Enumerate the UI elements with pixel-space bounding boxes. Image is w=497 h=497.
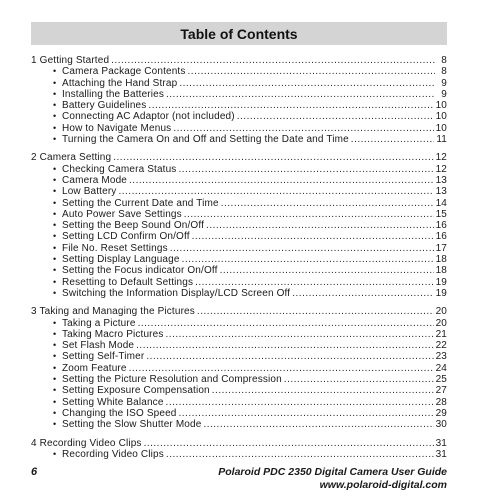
toc-entry-label: Setting Exposure Compensation xyxy=(62,385,210,397)
dot-leader xyxy=(237,111,434,122)
website-link[interactable]: www.polaroid-digital.com xyxy=(319,479,447,491)
toc-entry[interactable] xyxy=(31,198,447,209)
toc-title: Table of Contents xyxy=(180,25,298,42)
toc-entry-label: Setting the Beep Sound On/Off xyxy=(62,220,205,232)
toc-entry-label: Setting the Focus indicator On/Off xyxy=(62,265,218,277)
toc-entry-label: Resetting to Default Settings xyxy=(62,276,194,288)
toc-entry[interactable] xyxy=(31,408,447,419)
toc-entry-label: 3 Taking and Managing the Pictures xyxy=(31,306,195,318)
toc-entry[interactable] xyxy=(31,351,447,362)
dot-leader xyxy=(284,374,434,385)
toc-page-number: 27 xyxy=(435,385,447,397)
dot-leader xyxy=(166,449,434,460)
toc-page-number: 28 xyxy=(435,396,447,408)
dot-leader xyxy=(184,209,434,220)
dot-leader xyxy=(192,231,434,242)
toc-entry[interactable] xyxy=(31,175,447,186)
toc-page-number: 20 xyxy=(435,306,447,318)
toc-page-number: 24 xyxy=(435,362,447,374)
toc-page-number: 20 xyxy=(435,317,447,329)
toc-section-heading[interactable] xyxy=(31,55,447,66)
dot-leader xyxy=(148,100,433,111)
bullet-icon: • xyxy=(53,88,57,99)
toc-entry-label: Setting the Current Date and Time xyxy=(62,197,219,209)
toc-section xyxy=(31,152,447,299)
toc-page-number: 18 xyxy=(435,265,447,277)
dot-leader xyxy=(206,220,434,231)
bullet-icon: • xyxy=(53,122,57,133)
dot-leader xyxy=(144,438,434,449)
guide-title: Polaroid PDC 2350 Digital Camera User Guide xyxy=(218,466,447,478)
toc-section-heading[interactable] xyxy=(31,438,447,449)
footer-info xyxy=(218,466,447,492)
page-number: 6 xyxy=(31,466,38,478)
dot-leader xyxy=(351,134,435,145)
toc-entry[interactable] xyxy=(31,231,447,242)
dot-leader xyxy=(166,89,435,100)
toc-entry-label: File No. Reset Settings xyxy=(62,242,168,254)
toc-entry-label: Changing the ISO Speed xyxy=(62,407,177,419)
toc-entry-label: Battery Guidelines xyxy=(62,100,147,112)
toc-page-number: 19 xyxy=(435,287,447,299)
toc-page-number: 18 xyxy=(435,254,447,266)
toc-entry-label: Taking Macro Pictures xyxy=(62,328,164,340)
toc-page-number: 16 xyxy=(435,231,447,243)
dot-leader xyxy=(188,66,435,77)
toc-entry-label: Setting Display Language xyxy=(62,254,180,266)
bullet-icon: • xyxy=(53,174,57,185)
toc-entry-label: Set Flash Mode xyxy=(62,340,135,352)
toc-entry[interactable] xyxy=(31,419,447,430)
toc-page-number: 11 xyxy=(436,134,447,146)
dot-leader xyxy=(182,254,434,265)
toc-page-number: 9 xyxy=(441,88,447,100)
toc-entry-label: Installing the Batteries xyxy=(62,88,164,100)
bullet-icon: • xyxy=(53,242,57,253)
toc-entry-label: How to Navigate Menus xyxy=(62,122,172,134)
bullet-icon: • xyxy=(53,287,57,298)
toc-page-number: 13 xyxy=(435,186,447,198)
toc-entry-label: 4 Recording Video Clips xyxy=(31,437,142,449)
toc-entry-label: 2 Camera Setting xyxy=(31,152,112,164)
bullet-icon: • xyxy=(53,134,57,145)
dot-leader xyxy=(166,397,434,408)
toc-page-number: 14 xyxy=(435,197,447,209)
toc-entry[interactable] xyxy=(31,123,447,134)
bullet-icon: • xyxy=(53,340,57,351)
dot-leader xyxy=(138,318,434,329)
dot-leader xyxy=(179,78,435,89)
toc-entry[interactable] xyxy=(31,186,447,197)
bullet-icon: • xyxy=(53,208,57,219)
toc-entry[interactable] xyxy=(31,288,447,299)
toc-entry[interactable] xyxy=(31,78,447,89)
toc-entry[interactable] xyxy=(31,318,447,329)
toc-page-number: 13 xyxy=(435,174,447,186)
dot-leader xyxy=(129,175,434,186)
toc-page-number: 23 xyxy=(435,351,447,363)
toc-page-number: 31 xyxy=(435,437,447,449)
toc-entry[interactable] xyxy=(31,100,447,111)
toc-entry-label: Recording Video Clips xyxy=(62,448,164,460)
bullet-icon: • xyxy=(53,220,57,231)
toc-entry-label: Turning the Camera On and Off and Setting the Date and Time xyxy=(62,134,349,146)
toc-entry[interactable] xyxy=(31,66,447,77)
toc-page-number: 8 xyxy=(441,66,447,78)
toc-entry[interactable] xyxy=(31,329,447,340)
toc-entry-label: Setting LCD Confirm On/Off xyxy=(62,231,190,243)
dot-leader xyxy=(212,385,434,396)
dot-leader xyxy=(173,123,433,134)
toc-entry-label: Taking a Picture xyxy=(62,317,136,329)
bullet-icon: • xyxy=(53,111,57,122)
bullet-icon: • xyxy=(53,77,57,88)
toc-entry-label: Setting Self-Timer xyxy=(62,351,145,363)
toc-page-number: 8 xyxy=(441,55,447,66)
toc-entry[interactable] xyxy=(31,363,447,374)
toc-entry[interactable] xyxy=(31,265,447,276)
dot-leader xyxy=(136,340,433,351)
toc-entry-label: Zoom Feature xyxy=(62,362,127,374)
bullet-icon: • xyxy=(53,448,57,459)
toc-page-number: 9 xyxy=(441,77,447,89)
bullet-icon: • xyxy=(53,328,57,339)
bullet-icon: • xyxy=(53,374,57,385)
dot-leader xyxy=(195,277,433,288)
bullet-icon: • xyxy=(53,317,57,328)
dot-leader xyxy=(220,265,434,276)
toc-entry-label: Setting the Picture Resolution and Compression xyxy=(62,374,282,386)
bullet-icon: • xyxy=(53,265,57,276)
toc-entry-label: Attaching the Hand Strap xyxy=(62,77,178,89)
toc-entry[interactable] xyxy=(31,220,447,231)
dot-leader xyxy=(292,288,433,299)
toc-entry[interactable] xyxy=(31,254,447,265)
dot-leader xyxy=(111,55,435,66)
toc-entry-label: Low Battery xyxy=(62,186,117,198)
toc-page-number: 25 xyxy=(435,374,447,386)
toc-page-number: 12 xyxy=(435,163,447,175)
toc-page-number: 16 xyxy=(435,220,447,232)
toc-entry[interactable] xyxy=(31,385,447,396)
toc-entry-label: Setting the Slow Shutter Mode xyxy=(62,419,202,431)
toc-section xyxy=(31,55,447,145)
toc-entry-label: 1 Getting Started xyxy=(31,55,110,66)
bullet-icon: • xyxy=(53,197,57,208)
bullet-icon: • xyxy=(53,231,57,242)
toc-page-number: 10 xyxy=(435,111,447,123)
bullet-icon: • xyxy=(53,362,57,373)
toc-page-number: 10 xyxy=(435,122,447,134)
toc-section-heading[interactable] xyxy=(31,152,447,163)
bullet-icon: • xyxy=(53,163,57,174)
bullet-icon: • xyxy=(53,186,57,197)
bullet-icon: • xyxy=(53,100,57,111)
toc-entry-label: Checking Camera Status xyxy=(62,163,177,175)
toc-section xyxy=(31,306,447,430)
toc-entry-label: Switching the Information Display/LCD Screen Off xyxy=(62,287,291,299)
toc-entry[interactable] xyxy=(31,374,447,385)
dot-leader xyxy=(203,419,433,430)
toc-entry[interactable] xyxy=(31,449,447,460)
dot-leader xyxy=(118,186,433,197)
toc-page-number: 30 xyxy=(435,419,447,431)
toc-page-number: 19 xyxy=(435,276,447,288)
toc-entry[interactable] xyxy=(31,340,447,351)
dot-leader xyxy=(178,164,433,175)
toc-page-number: 10 xyxy=(435,100,447,112)
toc-page-number: 31 xyxy=(435,448,447,460)
dot-leader xyxy=(179,408,434,419)
toc-entry[interactable] xyxy=(31,134,447,145)
toc-section-heading[interactable] xyxy=(31,306,447,317)
toc-entry[interactable] xyxy=(31,397,447,408)
dot-leader xyxy=(129,363,434,374)
dot-leader xyxy=(197,306,434,317)
dot-leader xyxy=(166,329,434,340)
dot-leader xyxy=(170,243,434,254)
toc-entry-label: Camera Mode xyxy=(62,174,128,186)
bullet-icon: • xyxy=(53,276,57,287)
toc-page-number: 15 xyxy=(435,208,447,220)
toc-section xyxy=(31,438,447,461)
toc-page-number: 29 xyxy=(435,407,447,419)
toc-page-number: 21 xyxy=(435,328,447,340)
dot-leader xyxy=(221,198,434,209)
bullet-icon: • xyxy=(53,66,57,77)
toc-page-number: 17 xyxy=(435,242,447,254)
bullet-icon: • xyxy=(53,407,57,418)
toc-entry[interactable] xyxy=(31,277,447,288)
dot-leader xyxy=(146,351,433,362)
toc-title-bar xyxy=(31,22,447,45)
bullet-icon: • xyxy=(53,351,57,362)
dot-leader xyxy=(113,152,433,163)
bullet-icon: • xyxy=(53,254,57,265)
toc-entry[interactable] xyxy=(31,111,447,122)
toc-page-number: 12 xyxy=(435,152,447,164)
toc-entry[interactable] xyxy=(31,164,447,175)
table-of-contents xyxy=(31,55,447,467)
toc-entry-label: Setting White Balance xyxy=(62,396,164,408)
bullet-icon: • xyxy=(53,419,57,430)
toc-entry-label: Auto Power Save Settings xyxy=(62,208,182,220)
toc-entry[interactable] xyxy=(31,89,447,100)
toc-page-number: 22 xyxy=(435,340,447,352)
bullet-icon: • xyxy=(53,385,57,396)
toc-entry-label: Camera Package Contents xyxy=(62,66,186,78)
toc-entry[interactable] xyxy=(31,209,447,220)
bullet-icon: • xyxy=(53,396,57,407)
toc-entry-label: Connecting AC Adaptor (not included) xyxy=(62,111,235,123)
toc-entry[interactable] xyxy=(31,243,447,254)
